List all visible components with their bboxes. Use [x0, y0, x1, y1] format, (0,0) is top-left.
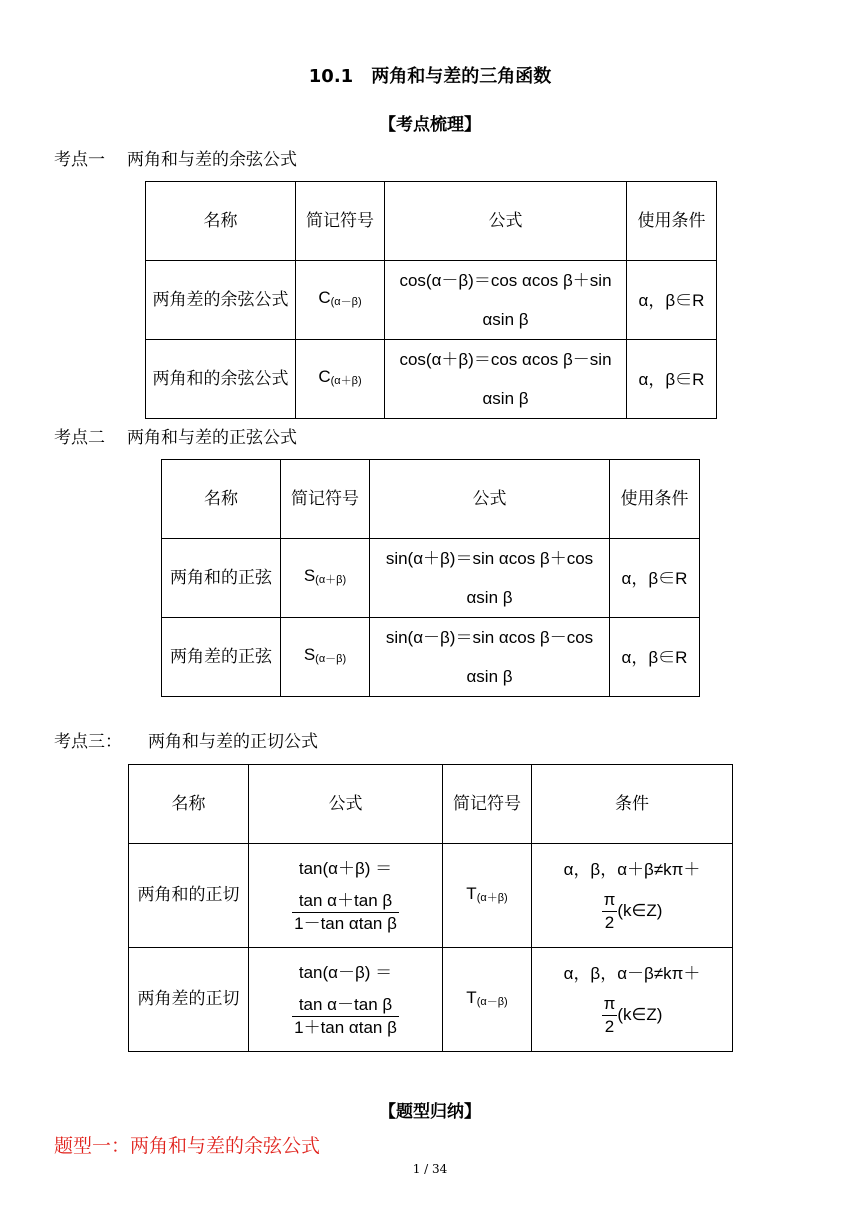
- point-2-text: 两角和与差的正弦公式: [127, 428, 297, 448]
- header-condition: 使用条件: [627, 182, 717, 261]
- row-name: 两角差的余弦公式: [146, 261, 296, 340]
- row-name: 两角和的正切: [129, 844, 249, 948]
- row-condition: α，β∈R: [627, 340, 717, 419]
- point-3-prefix: 考点三：: [54, 732, 122, 752]
- table-row: [162, 618, 700, 697]
- row-symbol: $S_{(\alpha-\beta)}$: [281, 618, 370, 697]
- point-1-prefix: 考点一: [54, 150, 105, 170]
- header-symbol: 简记符号: [443, 765, 532, 844]
- row-name: 两角差的正弦: [162, 618, 281, 697]
- sine-formula-table: [161, 459, 700, 697]
- page-title: 10.1 两角和与差的三角函数: [308, 66, 552, 87]
- point-3-heading: [54, 727, 318, 752]
- section-types-heading: 【题型归纳】: [379, 1102, 481, 1122]
- header-name: 名称: [146, 182, 296, 261]
- table-row: [129, 948, 733, 1052]
- row-formula: sin(α－β)＝sin αcos β－cos αsin β: [370, 618, 610, 697]
- row-name: 两角和的余弦公式: [146, 340, 296, 419]
- row-name: 两角差的正切: [129, 948, 249, 1052]
- row-formula: tan(α－β) ＝ $\frac{\text{tan α－tan β}}{\text{1＋tan αtan β}}$: [249, 948, 443, 1052]
- point-1-heading: [54, 145, 297, 170]
- header-name: 名称: [162, 460, 281, 539]
- header-name: 名称: [129, 765, 249, 844]
- row-symbol: $T_{(\alpha+\beta)}$: [443, 844, 532, 948]
- row-formula: cos(α＋β)＝cos αcos β－sin αsin β: [385, 340, 627, 419]
- row-formula: tan(α＋β) ＝ $\frac{\text{tan α＋tan β}}{\text{1－tan αtan β}}$: [249, 844, 443, 948]
- header-symbol: 简记符号: [281, 460, 370, 539]
- row-symbol: $C_{(\alpha-\beta)}$: [296, 261, 385, 340]
- section-review-heading: 【考点梳理】: [379, 115, 481, 135]
- header-condition: 使用条件: [610, 460, 700, 539]
- header-condition: 条件: [532, 765, 733, 844]
- point-1-text: 两角和与差的余弦公式: [127, 150, 297, 170]
- point-3-text: 两角和与差的正切公式: [148, 732, 318, 752]
- page-number: 1 / 34: [412, 1162, 448, 1176]
- point-2-heading: [54, 423, 297, 448]
- row-symbol: $T_{(\alpha-\beta)}$: [443, 948, 532, 1052]
- row-name: 两角和的正弦: [162, 539, 281, 618]
- point-2-prefix: 考点二: [54, 428, 105, 448]
- table-row: [129, 844, 733, 948]
- row-condition: α，β∈R: [610, 618, 700, 697]
- header-symbol: 简记符号: [296, 182, 385, 261]
- type-1-heading: 题型一：两角和与差的余弦公式: [54, 1135, 321, 1157]
- row-formula: cos(α－β)＝cos αcos β＋sin αsin β: [385, 261, 627, 340]
- table-row: [162, 539, 700, 618]
- row-condition: α，β，α－β≠kπ＋ $\frac{\pi}{2}$ (k∈Z): [532, 948, 733, 1052]
- table-row: [146, 340, 717, 419]
- row-condition: α，β，α＋β≠kπ＋ $\frac{\pi}{2}$ (k∈Z): [532, 844, 733, 948]
- cosine-formula-table: [145, 181, 717, 419]
- row-condition: α，β∈R: [627, 261, 717, 340]
- tangent-formula-table: [128, 764, 733, 1052]
- row-formula: sin(α＋β)＝sin αcos β＋cos αsin β: [370, 539, 610, 618]
- header-formula: 公式: [370, 460, 610, 539]
- table-row: [146, 261, 717, 340]
- row-condition: α，β∈R: [610, 539, 700, 618]
- header-formula: 公式: [249, 765, 443, 844]
- row-symbol: $C_{(\alpha+\beta)}$: [296, 340, 385, 419]
- row-symbol: $S_{(\alpha+\beta)}$: [281, 539, 370, 618]
- header-formula: 公式: [385, 182, 627, 261]
